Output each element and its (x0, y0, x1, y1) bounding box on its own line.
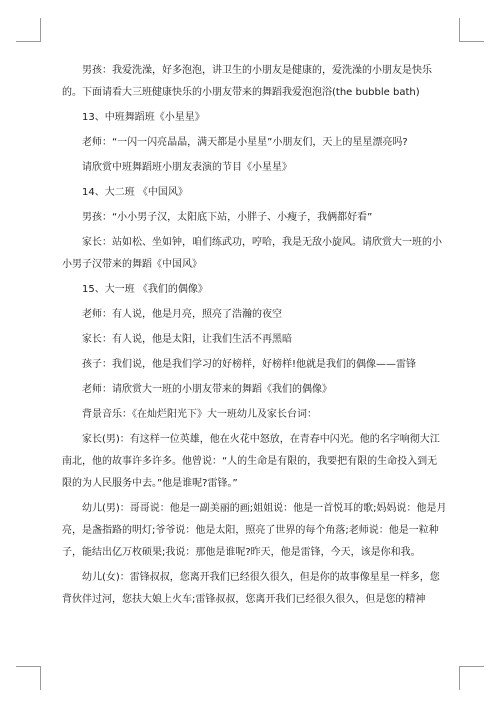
paragraph-10: 家长：有人说，他是太阳，让我们生活不再黑暗 (82, 334, 292, 345)
crop-mark-bottom-left-v (40, 666, 41, 690)
crop-mark-top-right-h (459, 41, 484, 42)
paragraph-16: 幼儿(女)：雷锋叔叔，您离开我们已经很久很久，但是你的故事像星星一样多，您背伙伴过河，您扶大娘上火车;雷锋叔叔，您离开我们已经很久很久，但是您的精神 (62, 572, 440, 605)
crop-mark-top-left-v (40, 18, 41, 42)
paragraph-13: 背景音乐：《在灿烂阳光下》大一班幼儿及家长台词： (82, 409, 317, 420)
paragraph-6: 男孩：“小小男子汉，太阳底下站，小胖子、小瘦子，我俩都好看” (82, 212, 373, 223)
paragraph-4: 请欣赏中班舞蹈班小朋友表演的节目《小星星》 (82, 162, 292, 173)
paragraph-7: 家长：站如松、坐如钟，咱们练武功，哼哈，我是无敌小旋风。请欣赏大一班的小小男子汉带来的舞蹈《中国风》 (62, 237, 442, 270)
paragraph-12: 老师：请欣赏大一班的小朋友带来的舞蹈《我们的偶像》 (82, 384, 332, 395)
crop-mark-bottom-right-h (459, 666, 484, 667)
document-body (62, 60, 447, 611)
crop-mark-top-left-h (16, 41, 41, 42)
paragraph-11: 孩子：我们说，他是我们学习的好榜样，好榜样!他就是我们的偶像——雷锋 (82, 359, 417, 370)
paragraph-14: 家长(男)：有这样一位英雄，他在火花中怒放，在青春中闪光。他的名字响彻大江南北，他的故事许多许多。他曾说：“人的生命是有限的，我要把有限的生命投入到无限的为人民服务中去。”他是谁呢?雷锋。” (62, 434, 440, 489)
crop-mark-top-right-v (459, 18, 460, 42)
paragraph-8: 15、大一班 《我们的偶像》 (82, 284, 208, 295)
paragraph-15: 幼儿(男)：哥哥说：他是一副美丽的画;姐姐说：他是一首悦耳的歌;妈妈说：他是月亮，是盏指路的明灯;爷爷说：他是太阳，照亮了世界的每个角落;老师说：他是一粒种子，能结出亿万枚硕果;我说：那他是谁呢?昨天，他是雷锋，今天，该是你和我。 (62, 503, 447, 558)
paragraph-9: 老师：有人说，他是月亮，照亮了浩瀚的夜空 (82, 309, 282, 320)
paragraph-3: 老师：“一闪一闪亮晶晶，满天都是小星星”小朋友们，天上的星星漂亮吗? (82, 137, 408, 148)
paragraph-2: 13、中班舞蹈班《小星星》 (82, 112, 205, 123)
crop-mark-bottom-right-v (459, 666, 460, 690)
paragraph-5: 14、大二班 《中国风》 (82, 187, 188, 198)
paragraph-1: 男孩：我爱洗澡，好多泡泡，讲卫生的小朋友是健康的，爱洗澡的小朋友是快乐的。下面请看大三班健康快乐的小朋友带来的舞蹈我爱泡泡浴(the bubble bath) (62, 65, 432, 98)
crop-mark-bottom-left-h (16, 666, 41, 667)
